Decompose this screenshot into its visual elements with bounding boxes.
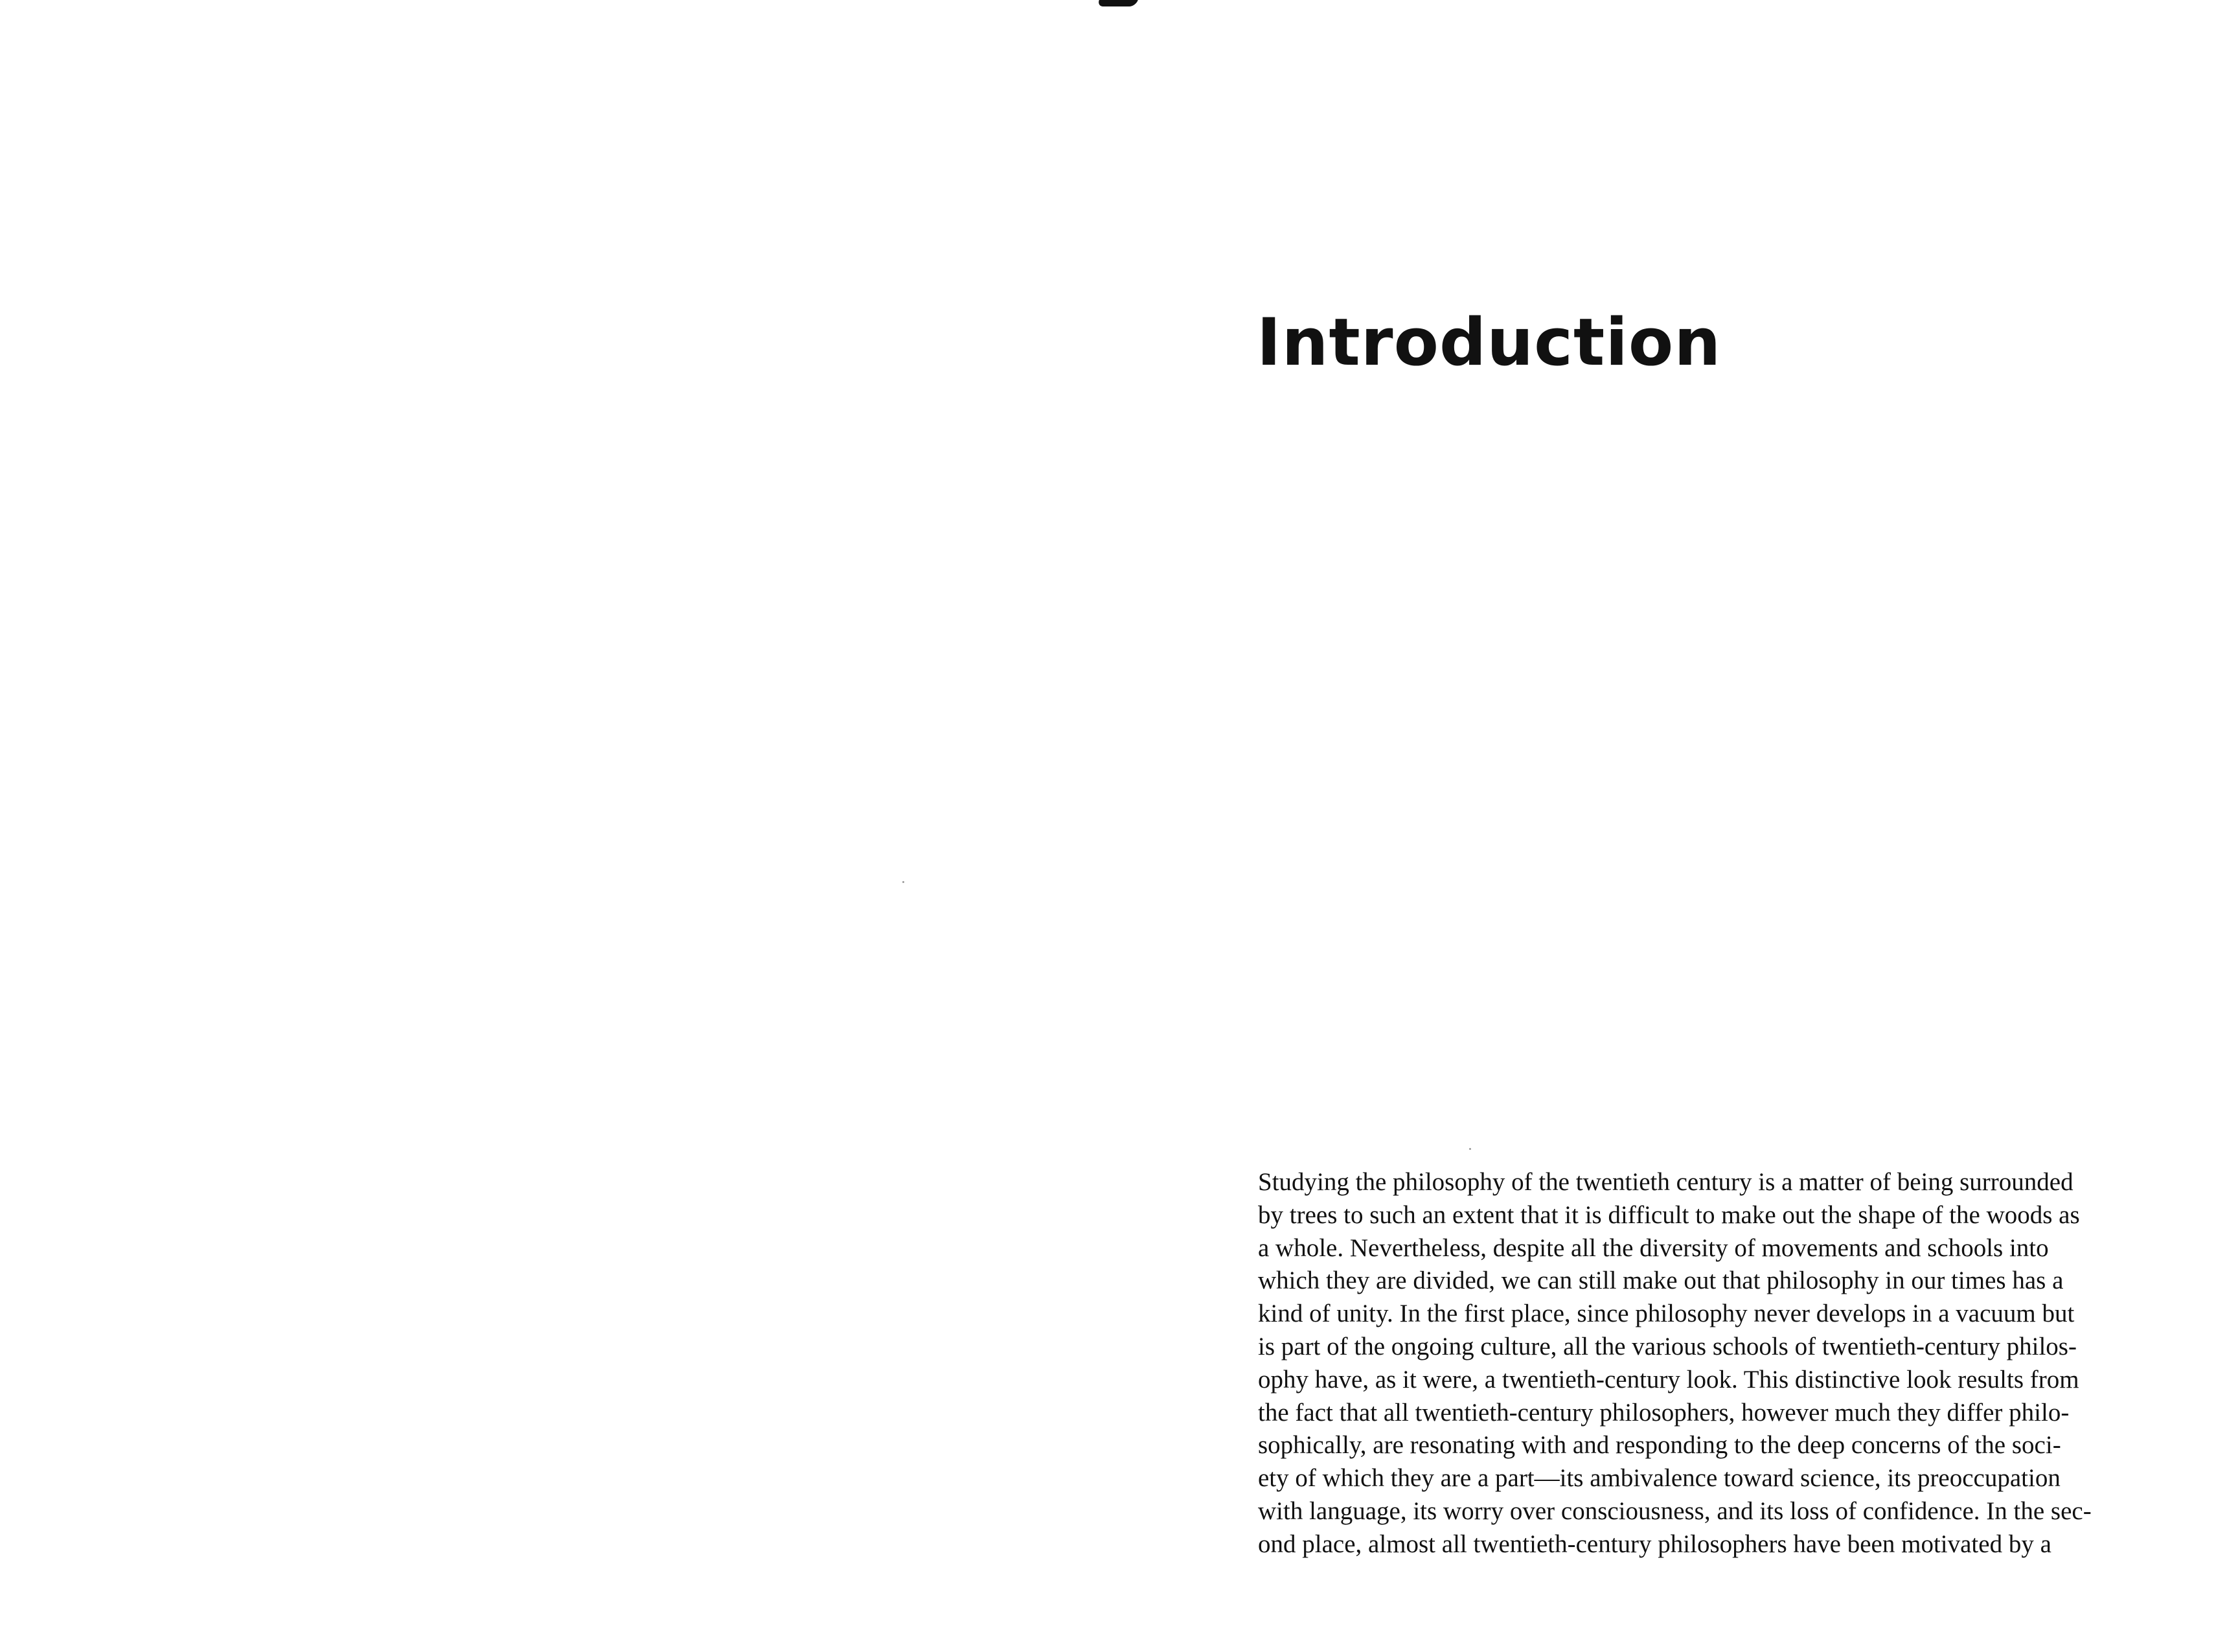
text-line: Studying the philosophy of the twentieth century is a matter of being surrounded — [1258, 1168, 2073, 1196]
chapter-title: Introduction — [1257, 304, 1722, 380]
body-paragraph — [1258, 1166, 2092, 1561]
text-line: ophy have, as it were, a twentieth-century look. This distinctive look results from — [1258, 1365, 2079, 1394]
text-line: the fact that all twentieth-century philosophers, however much they differ philo- — [1258, 1398, 2070, 1427]
text-line: by trees to such an extent that it is difficult to make out the shape of the woods as — [1258, 1200, 2080, 1229]
text-line: sophically, are resonating with and responding to the deep concerns of the soci- — [1258, 1431, 2061, 1460]
right-page — [1108, 0, 2216, 1652]
text-line: a whole. Nevertheless, despite all the diversity of movements and schools into — [1258, 1233, 2049, 1262]
text-line: is part of the ongoing culture, all the various schools of twentieth-century philos- — [1258, 1332, 2077, 1360]
text-line: with language, its worry over consciousness, and its loss of confidence. In the sec- — [1258, 1497, 2092, 1525]
paper-speck — [902, 881, 904, 883]
text-line: ety of which they are a part—its ambivalence toward science, its preoccupation — [1258, 1464, 2061, 1493]
text-line: kind of unity. In the first place, since philosophy never develops in a vacuum but — [1258, 1300, 2075, 1328]
paper-speck — [1469, 1148, 1471, 1150]
text-line: which they are divided, we can still make out that philosophy in our times has a — [1258, 1267, 2064, 1295]
text-line: ond place, almost all twentieth-century philosophers have been motivated by a — [1258, 1530, 2051, 1558]
